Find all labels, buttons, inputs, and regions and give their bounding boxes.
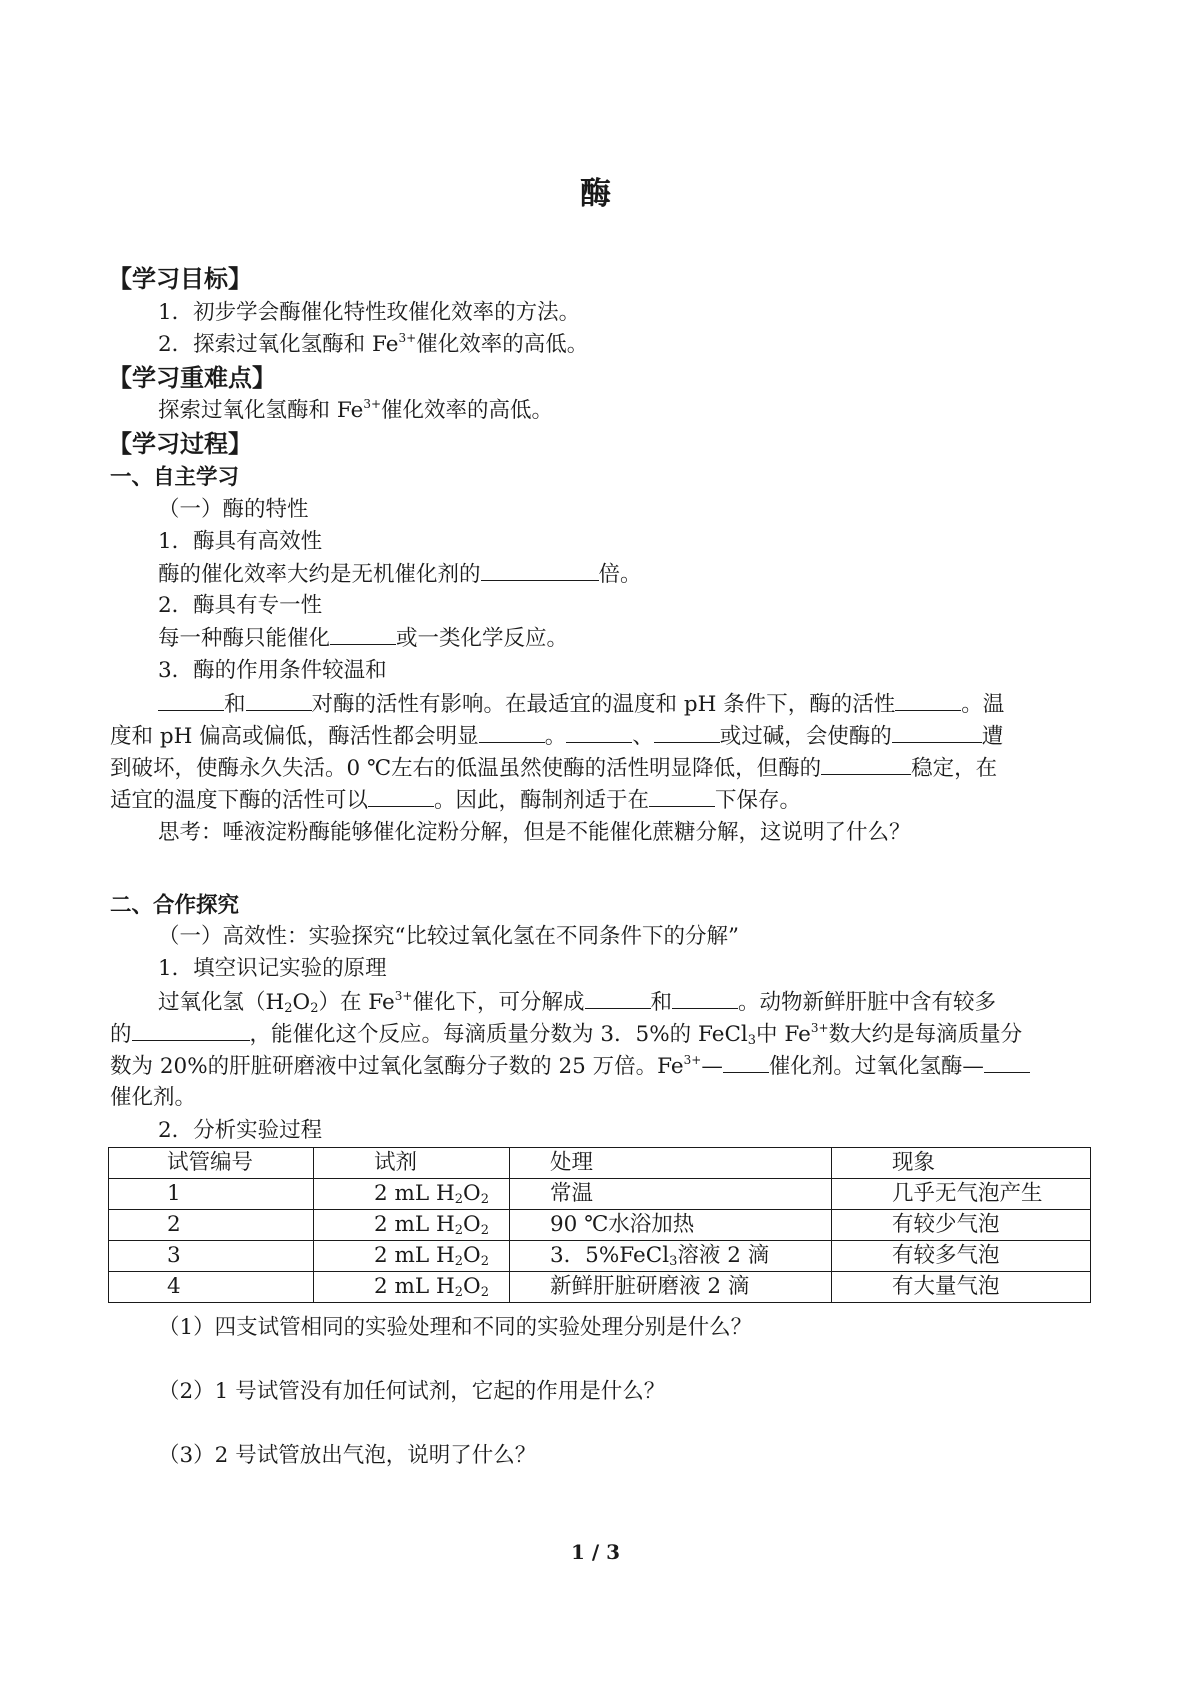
keypoints-heading: 【学习重难点】 [108, 364, 276, 392]
p2-text: 每一种酶只能催化 或一类化学反应。 [158, 622, 1138, 655]
process-heading: 【学习过程】 [108, 430, 252, 458]
table-cell: 90 ℃水浴加热 [510, 1210, 832, 1241]
table-cell: 有较多气泡 [832, 1241, 1091, 1272]
experiment-table [108, 1147, 1091, 1303]
p3-line-1: 和 对酶的活性有影响。在最适宜的温度和 pH 条件下，酶的活性 。温 [158, 688, 1138, 721]
fill-blank [649, 784, 715, 807]
table-cell: 2 mL $H_2O_2$ [314, 1241, 510, 1272]
s1-title: 1．填空识记实验的原理 [158, 956, 387, 981]
self-study-heading: 一、自主学习 [110, 465, 240, 490]
table-header-cell: 处理 [510, 1148, 832, 1179]
fill-blank [132, 1018, 250, 1041]
fill-blank [892, 720, 982, 743]
table-cell: 几乎无气泡产生 [832, 1179, 1091, 1210]
table-cell: 2 [109, 1210, 314, 1241]
fill-blank [654, 720, 720, 743]
s1-line-4: 催化剂。 [110, 1085, 197, 1110]
table-row [109, 1241, 1091, 1272]
objective-item-2: 2．探索过氧化氢酶和 $Fe^{3+}$催化效率的高低。 [158, 331, 589, 357]
table-cell: 2 mL $H_2O_2$ [314, 1179, 510, 1210]
fill-blank [246, 688, 312, 711]
think-question: 思考：唾液淀粉酶能够催化淀粉分解，但是不能催化蔗糖分解，这说明了什么？ [158, 820, 911, 845]
table-header-cell: 试剂 [314, 1148, 510, 1179]
table-header-cell: 试管编号 [109, 1148, 314, 1179]
coop-heading: 二、合作探究 [110, 893, 240, 918]
question-3: （3）2 号试管放出气泡，说明了什么？ [158, 1443, 537, 1468]
coop-sub: （一）高效性：实验探究“比较过氧化氢在不同条件下的分解” [158, 924, 739, 949]
table-cell: 1 [109, 1179, 314, 1210]
fill-blank [566, 720, 632, 743]
table-cell: 3 [109, 1241, 314, 1272]
self-study-sub: （一）酶的特性 [158, 497, 309, 522]
table-row [109, 1179, 1091, 1210]
table-row [109, 1210, 1091, 1241]
s1-line-2: 的 ，能催化这个反应。每滴质量分数为 3．5%的 FeCl$_3$中 $Fe^{3+}$数大约是每滴质量分 [110, 1018, 1090, 1051]
fill-blank [723, 1050, 769, 1073]
table-cell: 有大量气泡 [832, 1272, 1091, 1303]
fill-blank [984, 1050, 1030, 1073]
table-cell: 4 [109, 1272, 314, 1303]
table-cell: 新鲜肝脏研磨液 2 滴 [510, 1272, 832, 1303]
s1-line-3: 数为 20%的肝脏研磨液中过氧化氢酶分子数的 25 万倍。$Fe^{3+}—$ 催化剂。过氧化氢酶— [110, 1050, 1090, 1083]
fill-blank [672, 986, 738, 1009]
p1-title: 1．酶具有高效性 [158, 529, 323, 554]
table-header-row [109, 1148, 1091, 1179]
p1-text: 酶的催化效率大约是无机催化剂的 倍。 [158, 558, 1138, 591]
table-cell: 2 mL $H_2O_2$ [314, 1210, 510, 1241]
s2-title: 2．分析实验过程 [158, 1118, 323, 1143]
table-cell: 有较少气泡 [832, 1210, 1091, 1241]
p3-line-4: 适宜的温度下酶的活性可以 。因此，酶制剂适于在 下保存。 [110, 784, 1090, 817]
objectives-heading: 【学习目标】 [108, 265, 252, 293]
p3-title: 3．酶的作用条件较温和 [158, 658, 387, 683]
fill-blank [368, 784, 434, 807]
table-cell: 3．5%FeCl$_3$溶液 2 滴 [510, 1241, 832, 1272]
table-cell: 2 mL $H_2O_2$ [314, 1272, 510, 1303]
page-number: 1 / 3 [570, 1540, 621, 1564]
p3-line-2: 度和 pH 偏高或偏低，酶活性都会明显 。 、 或过碱，会使酶的 遭 [110, 720, 1090, 753]
p2-title: 2．酶具有专一性 [158, 593, 323, 618]
fill-blank [821, 752, 911, 775]
table-cell: 常温 [510, 1179, 832, 1210]
table-header-cell: 现象 [832, 1148, 1091, 1179]
page-title: 酶 [580, 176, 611, 212]
fill-blank [481, 558, 599, 581]
table-row [109, 1272, 1091, 1303]
s1-line-1: 过氧化氢$(H_2O_2)$在 $Fe^{3+}$催化下，可分解成 和 。动物新鲜肝脏中含有较多 [158, 986, 1138, 1019]
fill-blank [330, 622, 396, 645]
fill-blank [895, 688, 961, 711]
objective-item-1: 1．初步学会酶催化特性玫催化效率的方法。 [158, 300, 581, 325]
keypoints-text: 探索过氧化氢酶和 $Fe^{3+}$催化效率的高低。 [158, 397, 554, 423]
question-1: （1）四支试管相同的实验处理和不同的实验处理分别是什么？ [158, 1315, 753, 1340]
fill-blank [158, 688, 224, 711]
p3-line-3: 到破坏，使酶永久失活。0 ℃左右的低温虽然使酶的活性明显降低，但酶的 稳定，在 [110, 752, 1090, 785]
fill-blank [479, 720, 545, 743]
fill-blank [585, 986, 651, 1009]
question-2: （2）1 号试管没有加任何试剂，它起的作用是什么？ [158, 1379, 666, 1404]
